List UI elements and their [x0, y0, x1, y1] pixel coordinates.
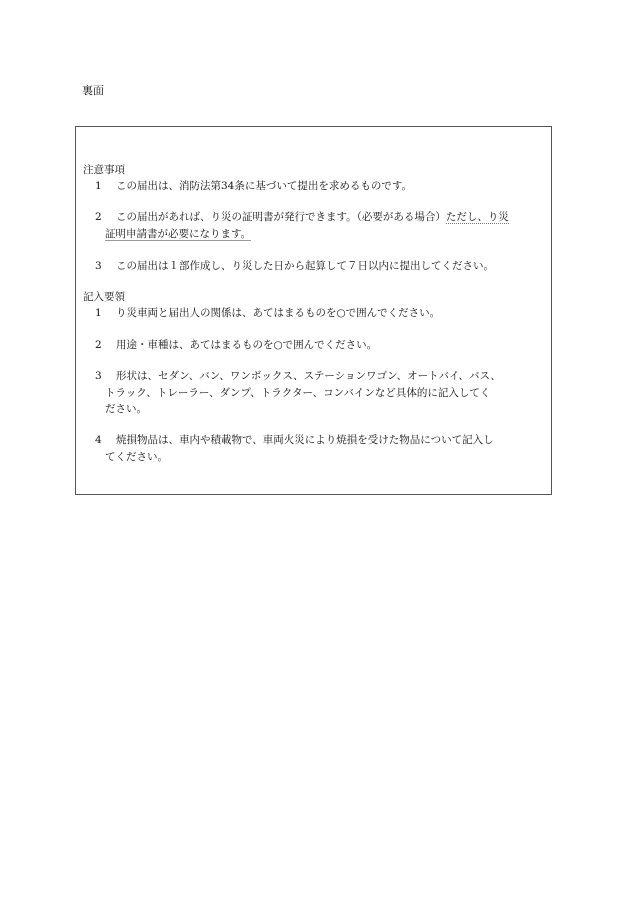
- notes-item-2: [95, 209, 547, 242]
- notes-item-1-number: 1: [95, 180, 102, 192]
- instructions-item-4: [95, 432, 547, 465]
- instructions-item-4-line-2: てください。: [105, 450, 168, 463]
- instructions-item-1-text: り災車両と届出人の関係は、あてはまるものを○で囲んでください。: [116, 307, 441, 319]
- notes-item-2-text-2: 証明申請書が必要になります。: [105, 227, 252, 240]
- instructions-item-2-number: 2: [95, 339, 102, 351]
- notes-item-2-line-2: [95, 226, 547, 243]
- instructions-item-3-number: 3: [95, 370, 102, 382]
- instructions-item-1-number: 1: [95, 307, 102, 319]
- page-heading: 裏面: [82, 84, 104, 97]
- instructions-item-2-text: 用途・車種は、あてはまるものを○で囲んでください。: [116, 339, 378, 351]
- instructions-item-4-number: 4: [95, 434, 102, 446]
- notes-item-1: [95, 178, 547, 195]
- notes-item-3-text: この届出は１部作成し、り災した日から起算して７日以内に提出してください。: [116, 260, 494, 272]
- instructions-item-4-line-1: 焼損物品は、車内や積載物で、車両火災により焼損を受けた物品について記入し: [116, 434, 494, 446]
- notes-item-1-text: この届出は、消防法第34条に基づいて提出を求めるものです。: [116, 180, 413, 192]
- notes-item-2-note: ただし、り災: [445, 211, 509, 223]
- notes-item-2-number: 2: [95, 211, 102, 223]
- notes-item-3-number: 3: [95, 260, 102, 272]
- instructions-item-2: [95, 337, 547, 354]
- instructions-item-3-line-2: トラック、トレーラー、ダンプ、トラクター、コンバインなど具体的に記入してく: [105, 386, 491, 399]
- notes-section-title: 注意事項: [83, 164, 125, 176]
- notes-frame: [75, 126, 552, 495]
- notes-item-3: [95, 258, 547, 275]
- instructions-item-1: [95, 305, 547, 322]
- instructions-item-3-line-3: ださい。: [105, 403, 147, 415]
- instructions-item-3-line-1: 形状は、セダン、バン、ワンボックス、ステーションワゴン、オートバイ、バス、: [116, 370, 501, 382]
- instructions-item-3: [95, 368, 547, 418]
- notes-item-2-text-1: この届出があれば、り災の証明書が発行できます。（必要がある場合）: [116, 211, 446, 223]
- notes-item-2-line-1: [95, 209, 547, 226]
- instructions-section-title: 記入要領: [83, 291, 125, 303]
